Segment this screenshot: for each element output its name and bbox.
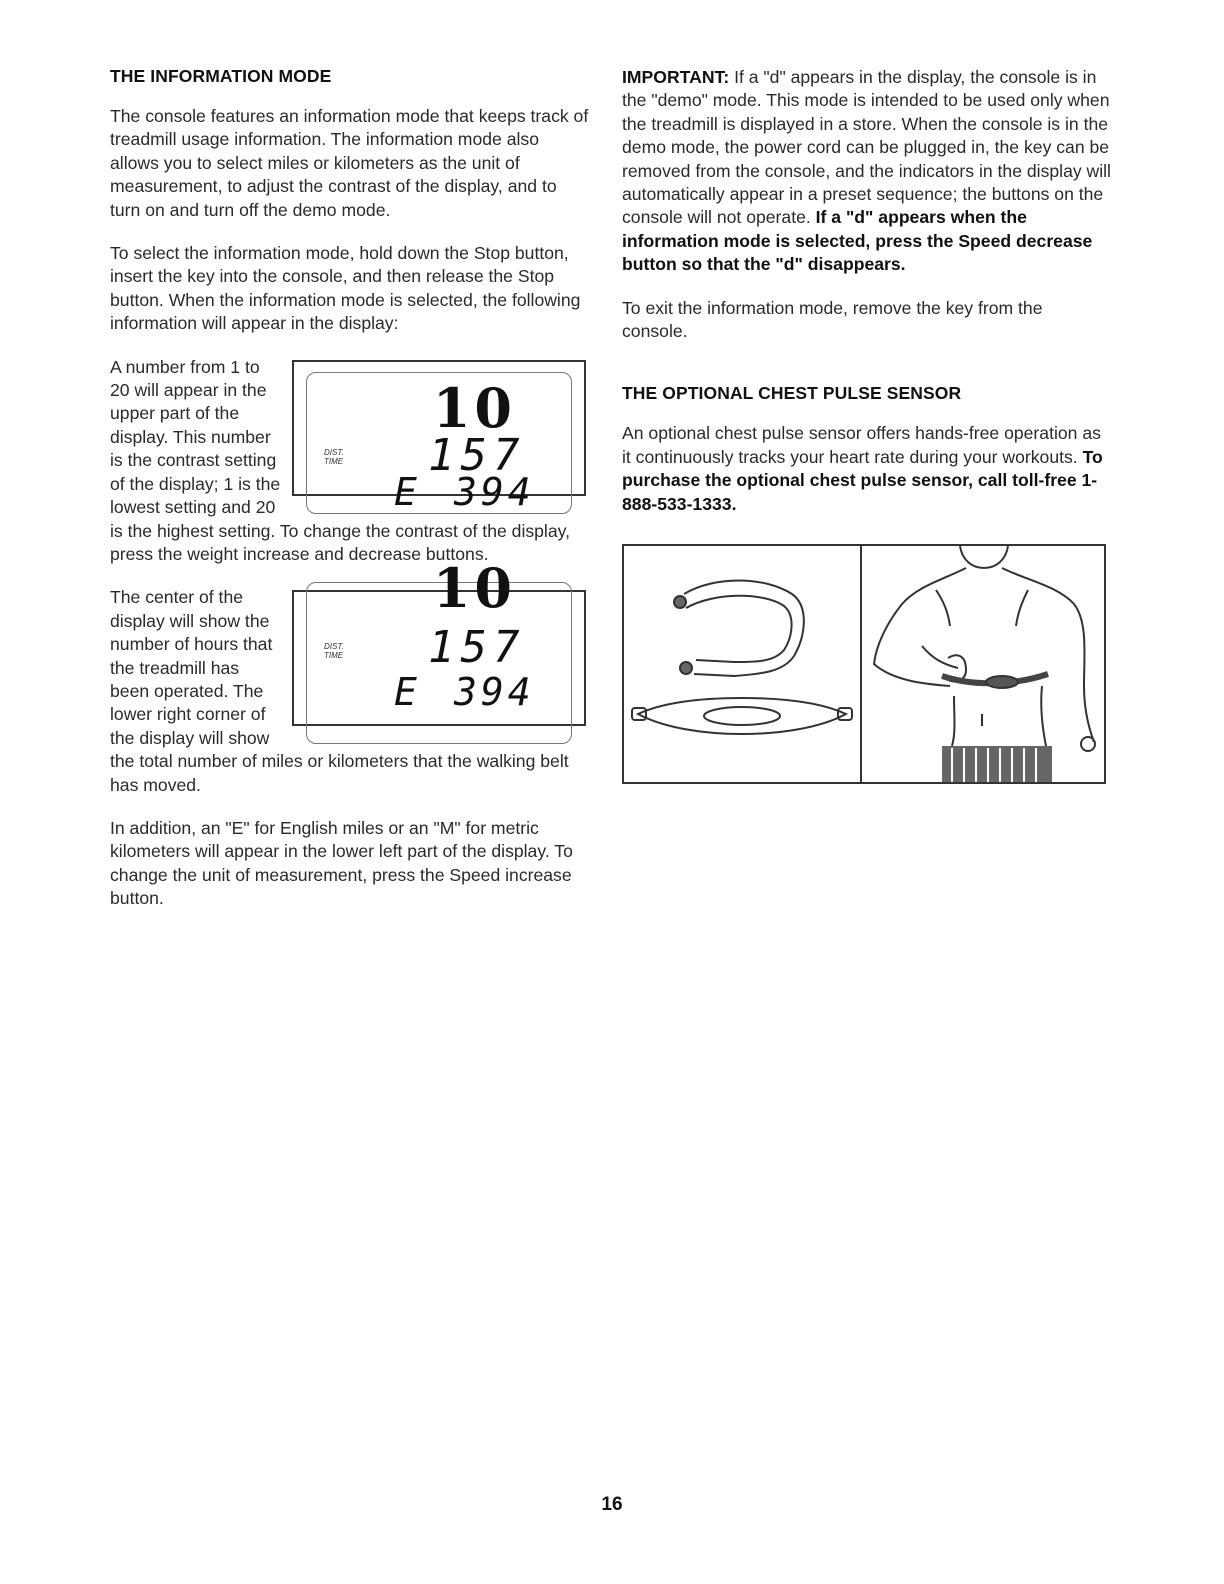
display-illustration-contrast <box>292 360 586 514</box>
important-paragraph <box>622 66 1112 277</box>
left-column <box>110 66 590 931</box>
important-label: IMPORTANT: <box>622 67 730 87</box>
intro-paragraph: The console features an information mode that keeps track of treadmill usage information. The information mode also allows you to select miles or kilometers as the unit of measurement, to adjust the contrast of the display, and to turn on and turn off the demo mode. <box>110 106 589 220</box>
right-column <box>622 66 1112 784</box>
unit-letter: E <box>394 670 417 715</box>
hours-section <box>110 556 590 797</box>
chest-strap-icon <box>624 546 860 782</box>
display-labels <box>324 448 344 466</box>
chest-pulse-heading: THE OPTIONAL CHEST PULSE SENSOR <box>622 383 962 404</box>
person-icon <box>862 546 1106 782</box>
dist-label: DIST. <box>324 642 344 652</box>
hours-value: 157 <box>428 429 526 481</box>
time-label: TIME <box>324 456 344 466</box>
distance-value: 394 <box>454 469 535 514</box>
information-mode-heading: THE INFORMATION MODE <box>110 66 332 86</box>
exit-paragraph: To exit the information mode, remove the key from the console. <box>622 297 1043 342</box>
chest-strap-illustration <box>624 546 860 782</box>
select-mode-paragraph: To select the information mode, hold down the Stop button, insert the key into the console, and then release the Stop button. When the information mode is selected, the following information will appear in the display: <box>110 243 581 334</box>
unit-letter: E <box>394 469 417 514</box>
display-illustration-hours <box>292 556 586 726</box>
display-labels <box>324 642 344 660</box>
contrast-value: 10 <box>432 556 516 621</box>
hours-value: 157 <box>428 622 526 674</box>
chest-sensor-figure <box>622 544 1106 784</box>
important-bold-text: If a "d" appears when the information mode is selected, press the Speed decrease button so that the "d" disappears. <box>622 207 1093 275</box>
dist-label: DIST. <box>324 447 344 457</box>
page-number: 16 <box>601 1494 623 1515</box>
contrast-value: 10 <box>432 375 516 440</box>
hours-paragraph: The center of the display will show the number of hours that the treadmill has been operated. The lower right corner of the display will show the total number of miles or kilometers that the walking belt has moved. <box>110 587 569 795</box>
contrast-paragraph: A number from 1 to 20 will appear in the upper part of the display. This number is the contrast setting of the display; 1 is the lowest setting and 20 is the highest setting. To change the contrast of the display, press the weight increase and decrease buttons. <box>110 356 571 564</box>
contrast-section <box>110 356 590 567</box>
pulse-text: An optional chest pulse sensor offers hands-free operation as it continuously tracks your heart rate during your workouts. <box>622 423 1101 467</box>
units-paragraph: In addition, an "E" for English miles or an "M" for metric kilometers will appear in the lower left part of the display. To change the unit of measurement, press the Speed increase button. <box>110 817 573 909</box>
person-wearing-sensor-illustration <box>860 546 1106 782</box>
distance-value: 394 <box>454 670 535 715</box>
pulse-paragraph <box>622 422 1112 516</box>
time-label: TIME <box>324 651 344 661</box>
pulse-purchase-text: To purchase the optional chest pulse sensor, call toll-free 1-888-533-1333. <box>622 446 1103 514</box>
important-text: If a "d" appears in the display, the console is in the "demo" mode. This mode is intended to be used only when the treadmill is displayed in a store. When the console is in the demo mode, the power cord can be plugged in, the key can be removed from the console, and the indicators in the display will automatically appear in a preset sequence; the buttons on the console will not operate. <box>622 67 1111 228</box>
